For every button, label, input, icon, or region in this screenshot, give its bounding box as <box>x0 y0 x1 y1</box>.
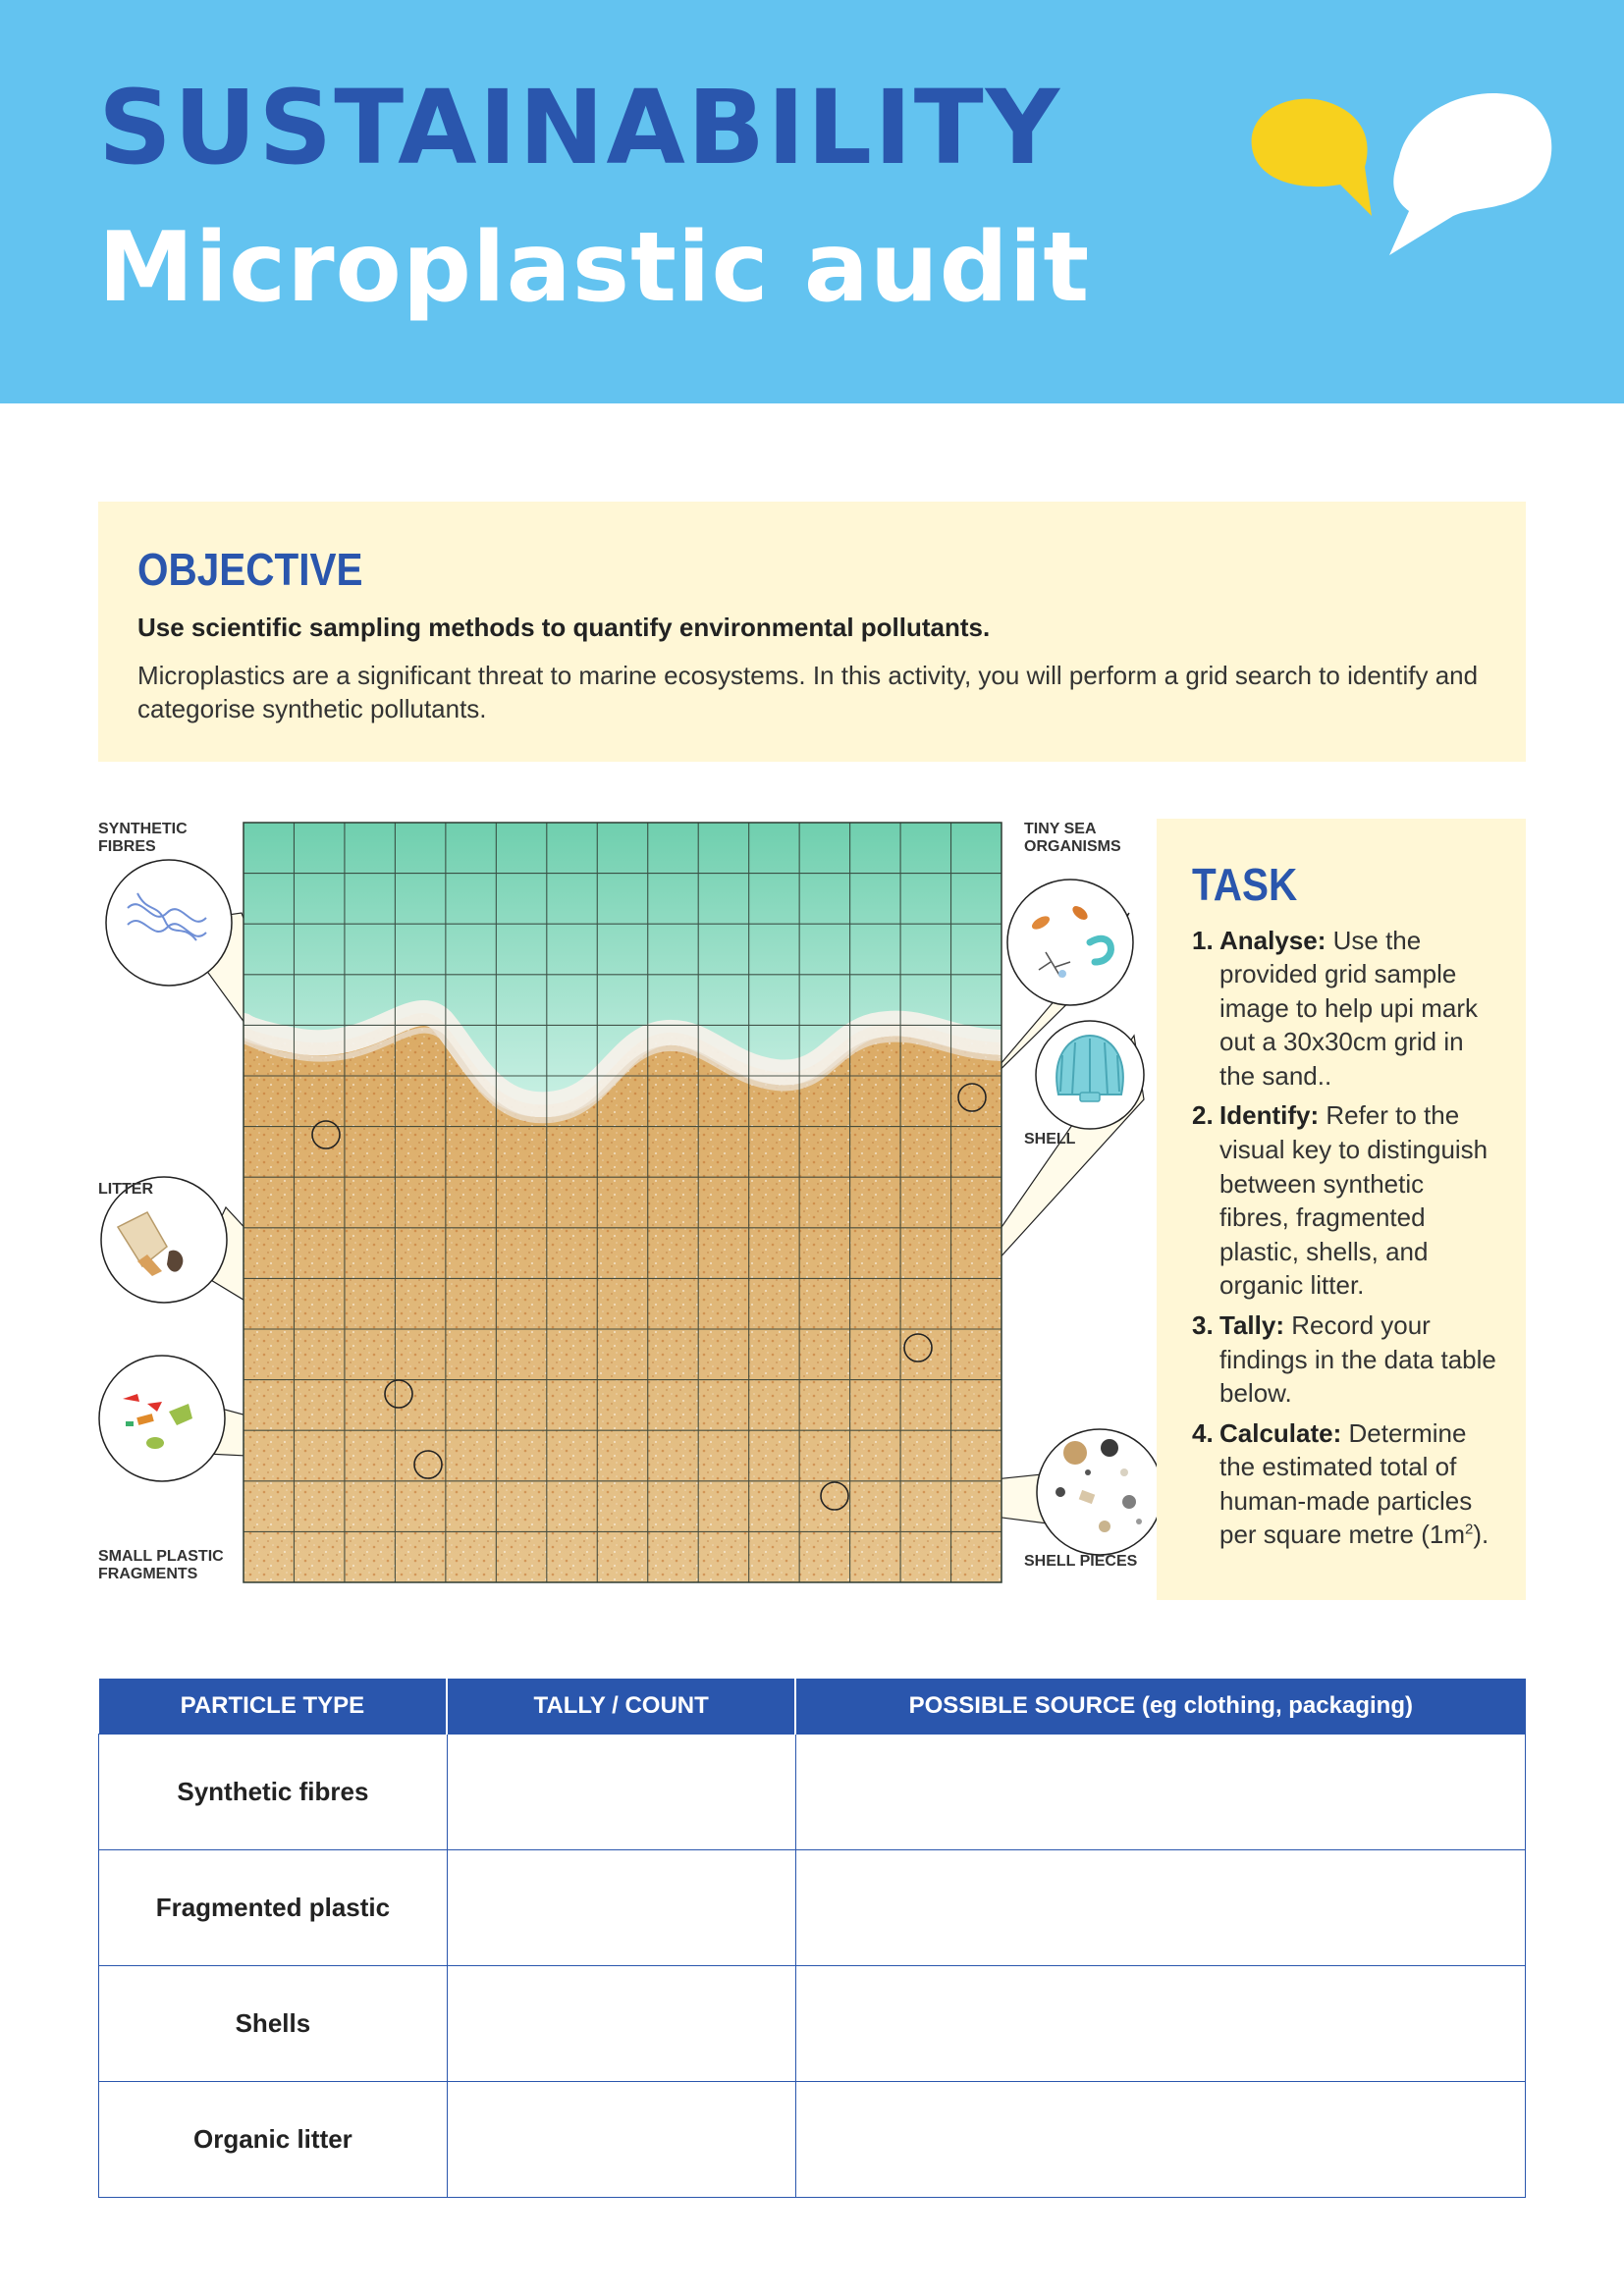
sample-grid <box>244 823 1001 1582</box>
callout-shell <box>1036 1021 1144 1129</box>
task-item: 1. Analyse: Use the provided grid sample image to help upi mark out a 30x30cm grid in the sand.. <box>1192 925 1479 1091</box>
table-row <box>99 1965 1526 2081</box>
objective-heading: OBJECTIVE <box>137 544 363 595</box>
speech-bubble-white-icon <box>1389 93 1551 255</box>
callout-tiny-sea-organisms <box>1007 880 1133 1005</box>
table-row <box>99 1849 1526 1965</box>
table-row <box>99 2081 1526 2197</box>
cell-possible-source[interactable] <box>795 1849 1525 1965</box>
callout-small-plastic-fragments <box>99 1356 225 1481</box>
label-synthetic-fibres: SYNTHETIC FIBRES <box>98 821 188 856</box>
scallop-shell-icon <box>1056 1036 1123 1101</box>
header-tally-count: TALLY / COUNT <box>447 1679 795 1734</box>
table-row <box>99 1734 1526 1849</box>
cell-tally-count[interactable] <box>447 2081 795 2197</box>
cell-tally-count[interactable] <box>447 1734 795 1849</box>
cell-possible-source[interactable] <box>795 2081 1525 2197</box>
beach-grid-figure <box>0 815 1159 1600</box>
task-item: 2. Identify: Refer to the visual key to distinguish between synthetic fibres, fragmented plastic, shells, and organic litter. <box>1192 1100 1489 1301</box>
task-item: 4. Calculate: Determine the estimated total of human-made particles per square metre $(1m^2)$. <box>1192 1417 1489 1550</box>
task-heading: TASK <box>1192 859 1298 910</box>
callout-synthetic-fibres <box>106 860 232 986</box>
page-title: SUSTAINABILITY <box>98 68 1062 187</box>
objective-lead: Use scientific sampling methods to quantify environmental pollutants. <box>137 612 991 642</box>
callout-shell-pieces <box>1037 1429 1159 1555</box>
data-table <box>98 1679 1526 2198</box>
objective-panel <box>98 502 1526 762</box>
task-item: 3. Tally: Record your findings in the data table below. <box>1192 1309 1496 1409</box>
header-particle-type: PARTICLE TYPE <box>99 1679 448 1734</box>
cell-particle-type: Fragmented plastic <box>99 1849 448 1965</box>
label-small-plastic-fragments: SMALL PLASTIC FRAGMENTS <box>98 1548 224 1583</box>
label-shell: SHELL <box>1024 1131 1076 1148</box>
page-subtitle: Microplastic audit <box>98 212 1091 324</box>
header-banner <box>0 0 1624 403</box>
speech-bubble-yellow-icon <box>1252 99 1372 216</box>
cell-possible-source[interactable] <box>795 1965 1525 2081</box>
label-tiny-sea-organisms: TINY SEA ORGANISMS <box>1024 821 1121 856</box>
objective-body: Microplastics are a significant threat to marine ecosystems. In this activity, you will perform a grid search to identify and categorise synthetic pollutants. <box>137 660 1479 723</box>
cell-tally-count[interactable] <box>447 1849 795 1965</box>
speech-bubbles-decoration <box>1242 79 1566 265</box>
cell-particle-type: Synthetic fibres <box>99 1734 448 1849</box>
cell-particle-type: Shells <box>99 1965 448 2081</box>
label-litter: LITTER <box>98 1181 153 1198</box>
table-header-row <box>99 1679 1526 1734</box>
cell-particle-type: Organic litter <box>99 2081 448 2197</box>
cell-possible-source[interactable] <box>795 1734 1525 1849</box>
header-possible-source: POSSIBLE SOURCE (eg clothing, packaging) <box>795 1679 1525 1734</box>
cell-tally-count[interactable] <box>447 1965 795 2081</box>
beach-grid-illustration <box>0 815 1159 1600</box>
task-panel <box>1157 819 1526 1600</box>
label-shell-pieces: SHELL PIECES <box>1024 1553 1138 1570</box>
task-list <box>1192 924 1500 1552</box>
